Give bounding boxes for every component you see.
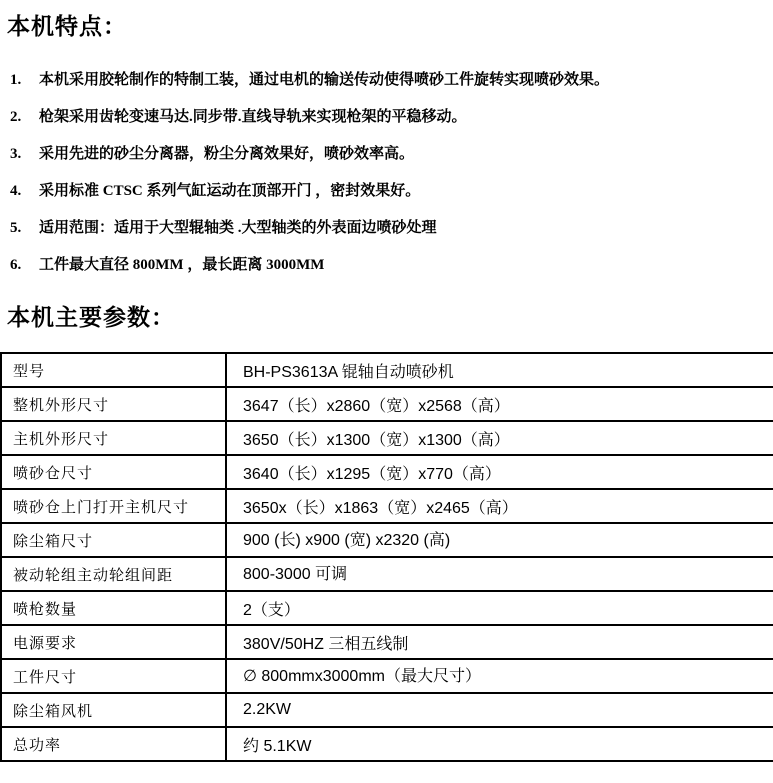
table-row [1,421,773,455]
params-title: 本机主要参数： [7,305,175,330]
table-row [1,591,773,625]
list-item [0,256,773,274]
table-row [1,387,773,421]
param-label-cell: 主机外形尺寸 [1,421,226,455]
param-label-cell: 喷砂仓上门打开主机尺寸 [1,489,226,523]
param-value-cell: 800-3000 可调 [226,557,773,591]
list-item [0,145,773,163]
list-item-text: 采用先进的砂尘分离器，粉尘分离效果好，喷砂效率高。 [39,146,415,162]
list-item-text: 采用标准 CTSC 系列气缸运动在顶部开门 ，密封效果好。 [39,183,421,199]
param-label-cell: 工件尺寸 [1,659,226,693]
param-label-cell: 电源要求 [1,625,226,659]
list-item-number: 3. [10,146,22,162]
param-value-cell: 3650（长）x1300（宽）x1300（高） [226,421,773,455]
list-item-number: 1. [10,72,22,88]
list-item-number: 2. [10,109,22,125]
table-row [1,557,773,591]
table-row [1,659,773,693]
list-item-text: 枪架采用齿轮变速马达.同步带.直线导轨来实现枪架的平稳移动。 [39,109,467,125]
param-value-cell: 约 5.1KW [226,727,773,761]
list-item-number: 6. [10,257,22,273]
features-list [0,71,773,274]
table-row [1,727,773,761]
list-item [0,71,773,89]
param-label-cell: 总功率 [1,727,226,761]
list-item-text: 本机采用胶轮制作的特制工装，通过电机的输送传动使得喷砂工件旋转实现喷砂效果。 [39,72,610,88]
param-value-cell: 3640（长）x1295（宽）x770（高） [226,455,773,489]
table-row [1,353,773,387]
table-row [1,625,773,659]
table-row [1,523,773,557]
param-label-cell: 被动轮组主动轮组间距 [1,557,226,591]
param-value-cell: 3647（长）x2860（宽）x2568（高） [226,387,773,421]
list-item [0,219,773,237]
params-table [0,352,773,762]
list-item [0,182,773,200]
table-row [1,489,773,523]
param-value-cell: 2.2KW [226,693,773,727]
param-label-cell: 喷枪数量 [1,591,226,625]
param-value-cell: 900 (长) x900 (宽) x2320 (高) [226,523,773,557]
param-value-cell: ∅ 800mmx3000mm（最大尺寸） [226,659,773,693]
param-value-cell: 2（支） [226,591,773,625]
param-value-cell: BH-PS3613A 锟轴自动喷砂机 [226,353,773,387]
list-item-text: 工件最大直径 800MM ，最长距离 3000MM [39,257,325,273]
param-label-cell: 喷砂仓尺寸 [1,455,226,489]
list-item-number: 5. [10,220,22,236]
param-label-cell: 除尘箱风机 [1,693,226,727]
list-item-text: 适用范围：适用于大型辊轴类 .大型轴类的外表面边喷砂处理 [39,220,437,236]
features-title: 本机特点： [7,14,127,39]
list-item [0,108,773,126]
param-value-cell: 3650x（长）x1863（宽）x2465（高） [226,489,773,523]
table-row [1,693,773,727]
table-row [1,455,773,489]
param-value-cell: 380V/50HZ 三相五线制 [226,625,773,659]
list-item-number: 4. [10,183,22,199]
param-label-cell: 型号 [1,353,226,387]
param-label-cell: 整机外形尺寸 [1,387,226,421]
param-label-cell: 除尘箱尺寸 [1,523,226,557]
